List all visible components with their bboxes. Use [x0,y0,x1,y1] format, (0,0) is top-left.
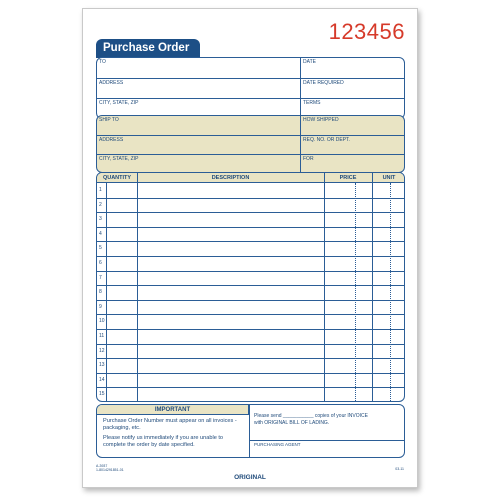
line-number: 15 [99,391,105,398]
line-number: 8 [99,289,102,296]
line-number: 2 [99,201,102,208]
row-divider [97,344,404,345]
line-number: 12 [99,347,105,354]
req-no-label: REQ. NO. OR DEPT. [303,137,350,143]
invoice-note-a: Please send ___________ copies of your INVOICE [254,413,368,419]
quantity-header: QUANTITY [102,175,132,181]
form-number: 123456 [328,19,405,44]
line-number: 3 [99,216,102,223]
line-number: 4 [99,230,102,237]
line-number: 6 [99,260,102,266]
purchase-order-sheet [82,8,418,488]
footer-code-right: 03-11 [395,467,404,471]
row-divider [97,300,404,301]
price-header: PRICE [339,175,357,181]
row-divider [97,285,404,286]
line-number: 10 [99,318,105,325]
description-header: DESCRIPTION [211,175,250,181]
row-divider [97,373,404,374]
address-label: ADDRESS [99,80,124,86]
copy-label: ORIGINAL [234,474,266,481]
terms-label: TERMS [303,100,321,106]
line-number: 1 [99,187,102,193]
row-divider [97,271,404,272]
ship-to-label: SHIP TO [99,117,119,123]
unit-header: UNIT [382,175,396,181]
footer-code-a: A-3937 [96,464,108,468]
line-number: 5 [99,245,102,252]
invoice-note-b: with ORIGINAL BILL OF LADING. [254,420,330,426]
row-divider [97,387,404,388]
city-state-zip-label: CITY, STATE, ZIP [99,100,139,106]
row-divider [97,314,404,315]
line-number: 14 [99,376,105,383]
purchasing-agent-label: PURCHASING AGENT [254,442,301,447]
row-divider [97,329,404,330]
ship-to-box [96,115,405,173]
line-number: 13 [99,362,105,369]
important-box [96,404,405,458]
how-shipped-label: HOW SHIPPED [303,117,339,123]
row-divider [97,358,404,359]
ship-city-state-zip-label: CITY, STATE, ZIP [99,156,139,162]
line-number: 7 [99,274,102,281]
form-title: Purchase Order [96,39,200,58]
row-divider [97,212,404,213]
row-divider [97,241,404,242]
date-label: DATE [303,59,316,65]
important-line-1: Purchase Order Number must appear on all invoices - packaging, etc. [103,418,237,431]
row-divider [97,198,404,199]
ship-address-label: ADDRESS [99,137,124,143]
important-line-2: Please notify us immediately if you are unable to complete the order by date specified. [103,435,224,448]
vendor-info-box [96,57,405,119]
to-label: TO [99,59,106,65]
row-divider [97,227,404,228]
for-label: FOR [303,156,314,162]
line-number: 9 [99,303,102,310]
footer-code-b: 1-8014291851-01 [96,468,124,472]
items-table [96,172,405,402]
important-title: IMPORTANT [97,405,249,415]
date-required-label: DATE REQUIRED [303,80,344,86]
row-divider [97,256,404,257]
line-number: 11 [99,333,105,339]
